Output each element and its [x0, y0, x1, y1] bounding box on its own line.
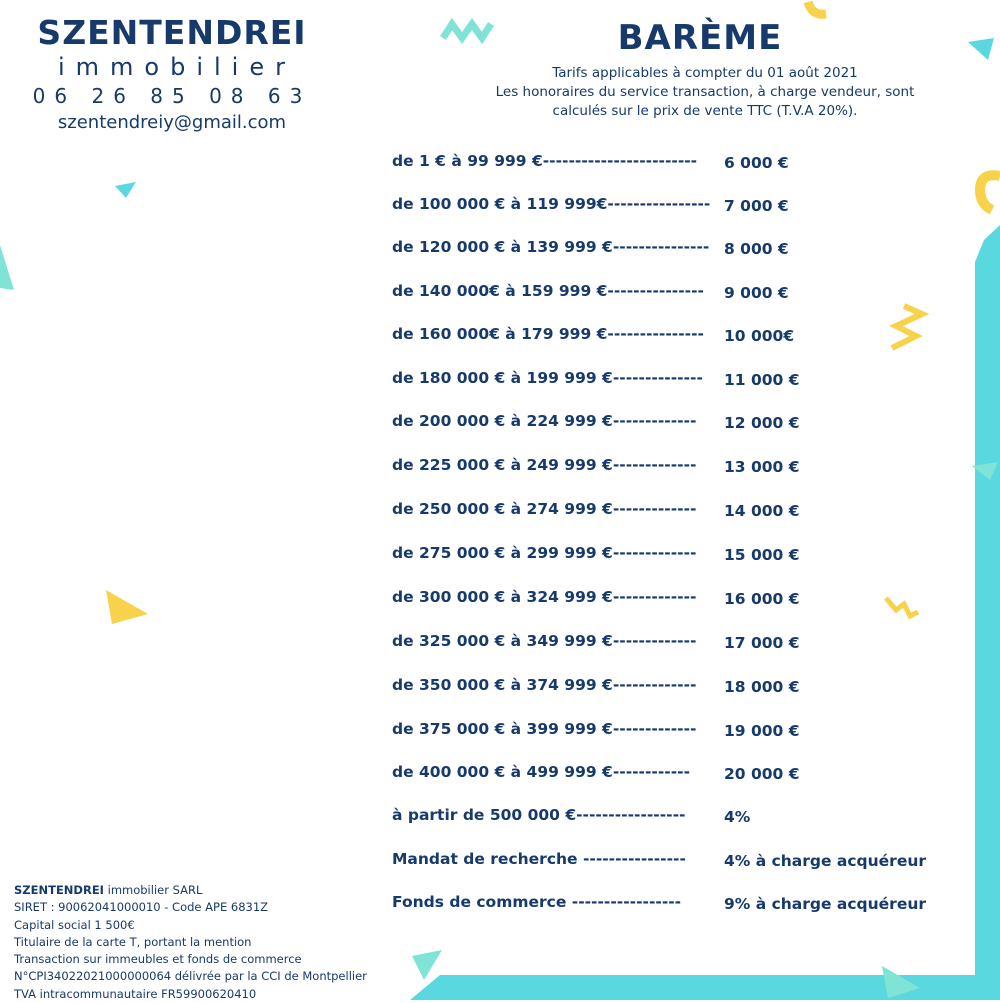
brand-name: SZENTENDREI — [37, 13, 307, 52]
rate-label: de 300 000 € à 324 999 €------------- — [392, 588, 697, 606]
subtitle-line: calculés sur le prix de vente TTC (T.V.A 20%). — [552, 103, 858, 119]
rate-label: de 200 000 € à 224 999 €------------- — [392, 412, 697, 430]
brand-subtitle: immobilier — [58, 53, 296, 81]
rate-value: 9 000 € — [724, 284, 789, 302]
rate-value: 9% à charge acquéreur — [724, 895, 927, 913]
triangle-shape-yellow — [106, 590, 148, 624]
zigzag-shape-small — [886, 598, 918, 616]
rate-value: 18 000 € — [724, 678, 800, 696]
legal-line: SIRET : 90062041000010 - Code APE 6831Z — [14, 900, 269, 915]
triangle-shape-left — [0, 245, 14, 290]
legal-company-name: SZENTENDREI — [14, 883, 104, 897]
triangle-shape-bottom-right — [882, 966, 920, 998]
rate-label: de 250 000 € à 274 999 €------------- — [392, 500, 697, 518]
rate-label: Mandat de recherche ---------------- — [392, 850, 686, 868]
legal-company-type: immobilier SARL — [103, 883, 203, 897]
rate-value: 11 000 € — [724, 371, 800, 389]
legal-company — [14, 882, 367, 899]
arc-shape-right — [980, 175, 1000, 210]
rate-value: 15 000 € — [724, 546, 800, 564]
legal-line: Capital social 1 500€ — [14, 917, 135, 932]
page-subtitle — [465, 64, 945, 121]
rate-value: 8 000 € — [724, 240, 789, 258]
page-title: BARÈME — [617, 18, 783, 58]
triangle-shape-bottom-left — [412, 950, 442, 980]
cyan-frame-right — [975, 225, 1000, 1000]
rate-label: de 375 000 € à 399 999 €------------- — [392, 720, 697, 738]
rate-label: de 120 000 € à 139 999 €--------------- — [392, 238, 710, 256]
legal-line: Transaction sur immeubles et fonds de commerce — [14, 952, 302, 967]
rate-label: de 325 000 € à 349 999 €------------- — [392, 632, 697, 650]
rate-value: 14 000 € — [724, 502, 800, 520]
triangle-shape-mint — [972, 462, 998, 480]
rate-label: de 275 000 € à 299 999 €------------- — [392, 544, 697, 562]
rate-value: 12 000 € — [724, 414, 800, 432]
rate-value: 10 000€ — [724, 327, 795, 345]
rate-label: de 225 000 € à 249 999 €------------- — [392, 456, 697, 474]
brand-phone: 06 26 85 08 63 — [32, 84, 312, 108]
rate-label: de 400 000 € à 499 999 €------------ — [392, 763, 691, 781]
subtitle-line: Tarifs applicables à compter du 01 août 2021 — [552, 65, 858, 81]
rate-value: 13 000 € — [724, 458, 800, 476]
legal-line: Titulaire de la carte T, portant la mention — [14, 934, 252, 949]
rate-label: de 100 000 € à 119 999€---------------- — [392, 195, 711, 213]
rate-label: de 140 000€ à 159 999 €--------------- — [392, 282, 704, 300]
rate-value: 4% à charge acquéreur — [724, 852, 927, 870]
arc-shape — [808, 2, 826, 14]
rate-label: de 180 000 € à 199 999 €-------------- — [392, 369, 703, 387]
subtitle-line: Les honoraires du service transaction, à charge vendeur, sont — [495, 84, 915, 100]
rate-value: 4% — [724, 808, 751, 826]
rate-value: 7 000 € — [724, 197, 789, 215]
rate-label: à partir de 500 000 €----------------- — [392, 806, 686, 824]
zigzag-shape-yellow — [892, 306, 922, 348]
zigzag-shape — [443, 24, 491, 38]
cyan-frame-bottom — [410, 975, 1000, 1000]
legal-line: N°CPI34022021000000064 délivrée par la CCI de Montpellier — [14, 969, 367, 984]
rate-label: de 1 € à 99 999 €------------------------ — [392, 152, 698, 170]
rate-value: 17 000 € — [724, 634, 800, 652]
rate-value: 6 000 € — [724, 154, 789, 172]
rate-value: 16 000 € — [724, 590, 800, 608]
legal-footer — [14, 882, 367, 1003]
brand-header — [22, 14, 322, 136]
brand-email: szentendreiy@gmail.com — [57, 112, 287, 133]
triangle-shape-small — [115, 182, 136, 198]
rate-label: Fonds de commerce ----------------- — [392, 893, 682, 911]
rate-value: 19 000 € — [724, 722, 800, 740]
rate-label: de 160 000€ à 179 999 €--------------- — [392, 325, 704, 343]
triangle-shape — [968, 38, 994, 60]
rate-label: de 350 000 € à 374 999 €------------- — [392, 676, 697, 694]
rate-value: 20 000 € — [724, 765, 800, 783]
legal-line: TVA intracommunautaire FR59900620410 — [14, 986, 257, 1001]
